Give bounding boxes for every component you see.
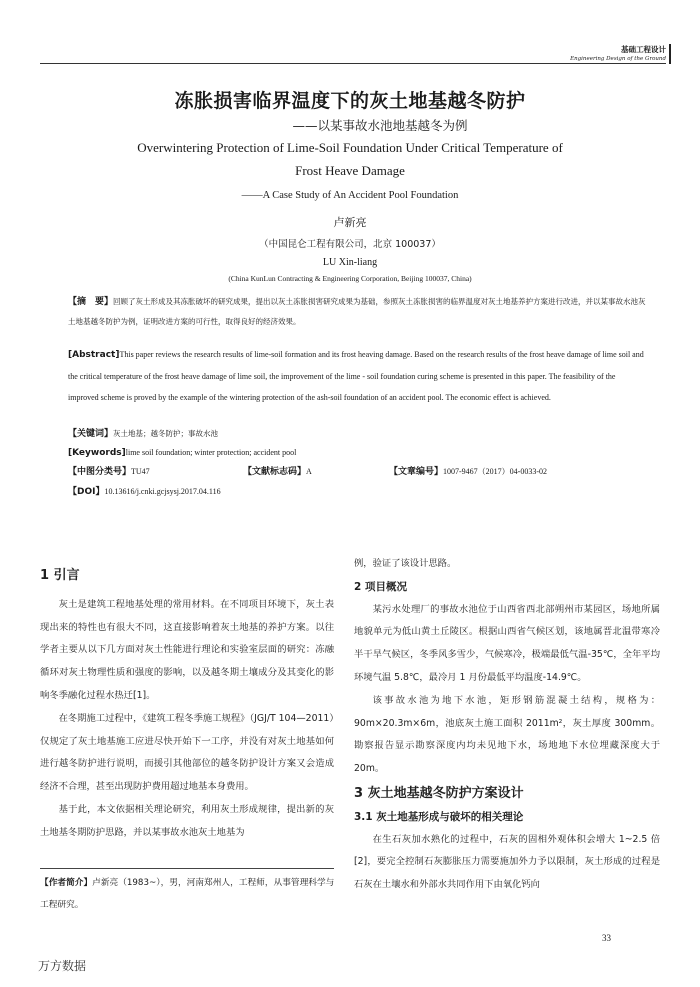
affiliation-cn: （中国昆仑工程有限公司，北京 100037）	[259, 239, 441, 250]
author-en: LU Xin-liang	[322, 257, 378, 268]
author-bio-footnote	[40, 872, 338, 916]
section-1-paragraph-3: 基于此，本文依据相关理论研究，利用灰土形成规律，提出新的灰土地基冬期防护思路，并以某事故水池灰土地基为	[40, 803, 334, 838]
section-3-1-paragraph-1: 在生石灰加水熟化的过程中，石灰的固相外观体积会增大 1~2.5 倍[2]，要完全控制石灰膨胀压力需要施加外力予以限制，灰土形成的过程是石灰在土壤水和外部水共同作用下由氧化钙向	[354, 833, 660, 891]
clc-value: TU47	[131, 467, 150, 476]
author-cn: 卢新亮	[333, 216, 367, 229]
header-divider	[40, 63, 666, 64]
section-3-title: 3 灰土地基越冬防护方案设计	[354, 785, 524, 801]
affiliation-en: (China KunLun Contracting & Engineering Corporation, Beijing 100037, China)	[228, 274, 472, 283]
title-cn: 冻胀损害临界温度下的灰土地基越冬防护	[174, 90, 526, 112]
keywords-en	[68, 443, 648, 463]
section-3-1-title: 3.1 灰土地基形成与破坏的相关理论	[354, 810, 524, 823]
section-2-title: 2 项目概况	[354, 580, 407, 593]
doi-label: 【DOI】	[68, 487, 105, 497]
keywords-cn-text: 灰土地基；越冬防护；事故水池	[113, 429, 219, 438]
article-no-value: 1007-9467（2017）04-0033-02	[443, 467, 548, 476]
abstract-cn-label: 【摘 要】	[68, 297, 114, 307]
keywords-cn-label: 【关键词】	[68, 429, 114, 439]
section-1-title: 1 引言	[40, 568, 80, 583]
abstract-en	[68, 344, 648, 408]
doi-value: 10.13616/j.cnki.gcjsysj.2017.04.116	[104, 487, 221, 496]
doc-code-label: 【文献标志码】	[243, 467, 307, 477]
footnote-divider	[40, 868, 334, 869]
clc-label: 【中图分类号】	[68, 467, 132, 477]
doi-row	[68, 482, 648, 502]
section-2-paragraph-1: 某污水处理厂的事故水池位于山西省西北部朔州市某园区，场地所属地貌单元为低山黄土丘陵区。根据山西省气候区划，该地属晋北温带寒冷半干旱气候区，冬季风多雪少，气候寒冷，极端最低气温-35℃，全年平均环境气温 5.8℃，最冷月 1 月份最低平均温度-14.9℃。	[354, 603, 660, 683]
running-header	[570, 44, 666, 62]
keywords-en-text: lime soil foundation; winter protection; accident pool	[125, 448, 297, 457]
section-1-paragraph-1: 灰土是建筑工程地基处理的常用材料。在不同项目环境下，灰土表现出来的特性也有很大不同，这直接影响着灰土地基的养护方案。以往学者主要从以下几方面对灰土性能进行理论和实验室层面的研究：冻融循环对灰土物理性质和强度的影响，以及越冬期土壤成分及其变化的影响冬季融化过程水热迁[1]。	[40, 598, 334, 701]
author-bio-text: 卢新亮（1983~），男，河南郑州人，工程师，从事管理科学与工程研究。	[40, 878, 335, 910]
author-bio-label: 【作者简介】	[40, 878, 93, 888]
doc-code-value: A	[306, 467, 312, 476]
journal-name-en: Engineering Design of the Ground	[570, 56, 666, 62]
abstract-en-text: This paper reviews the research results of lime-soil formation and its frost heaving damage. Based on the research results of the frost heave damage of lime soil and the critical temperature of the frost heave damage of lime soil, the improvement of the lime - soil foundation curing scheme is presented in this paper. The feasibility of the improved scheme is proved by the example of the wintering protection of the ash-soil foundation of an accident pool. The economic effect is achieved.	[68, 350, 644, 402]
abstract-en-label: [Abstract]	[68, 350, 120, 360]
section-1-continuation: 例，验证了该设计思路。	[354, 558, 457, 569]
keywords-en-label: [Keywords]	[68, 448, 126, 458]
right-column	[354, 553, 660, 897]
article-no-label: 【文章编号】	[389, 467, 444, 477]
subtitle-en: ——A Case Study of An Accident Pool Foundation	[241, 190, 459, 201]
keywords-cn	[68, 424, 648, 444]
abstract-cn	[68, 292, 648, 332]
section-2-paragraph-2: 该事故水池为地下水池，矩形钢筋混凝土结构，规格为：90m×20.3m×6m，池底灰土施工面积 2011m²，灰土厚度 300mm。勘察报告显示勘察深度内均未见地下水，场地地下水位埋藏深度大于 20m。	[354, 694, 660, 775]
left-column	[40, 565, 334, 845]
abstract-cn-text: 回顾了灰土形成及其冻胀破坏的研究成果，提出以灰土冻胀损害研究成果为基础，参照灰土冻胀损害的临界温度对灰土地基养护方案进行改进，并以某事故水池灰土地基越冬防护为例，证明改进方案的可行性，取得良好的经济效果。	[68, 297, 646, 326]
section-1-paragraph-2: 在冬期施工过程中，《建筑工程冬季施工规程》（JGJ/T 104—2011）仅规定了灰土地基施工应进尽快开始下一工序，并没有对灰土地基如何进行越冬防护进行说明，而援引其他部位的越冬防护设计方案又会造成经济不合理，甚至出现防护费用超过地基本身费用。	[40, 712, 334, 793]
subtitle-cn: ——以某事故水池地基越冬为例	[292, 118, 468, 133]
title-en-line1: Overwintering Protection of Lime-Soil Foundation Under Critical Temperature of	[137, 140, 563, 155]
journal-name-cn: 基础工程设计	[621, 45, 666, 54]
header-bar	[669, 44, 671, 64]
page-number: 33	[602, 933, 611, 943]
title-en-line2: Frost Heave Damage	[295, 163, 405, 178]
watermark-text: 万方数据	[38, 959, 87, 973]
